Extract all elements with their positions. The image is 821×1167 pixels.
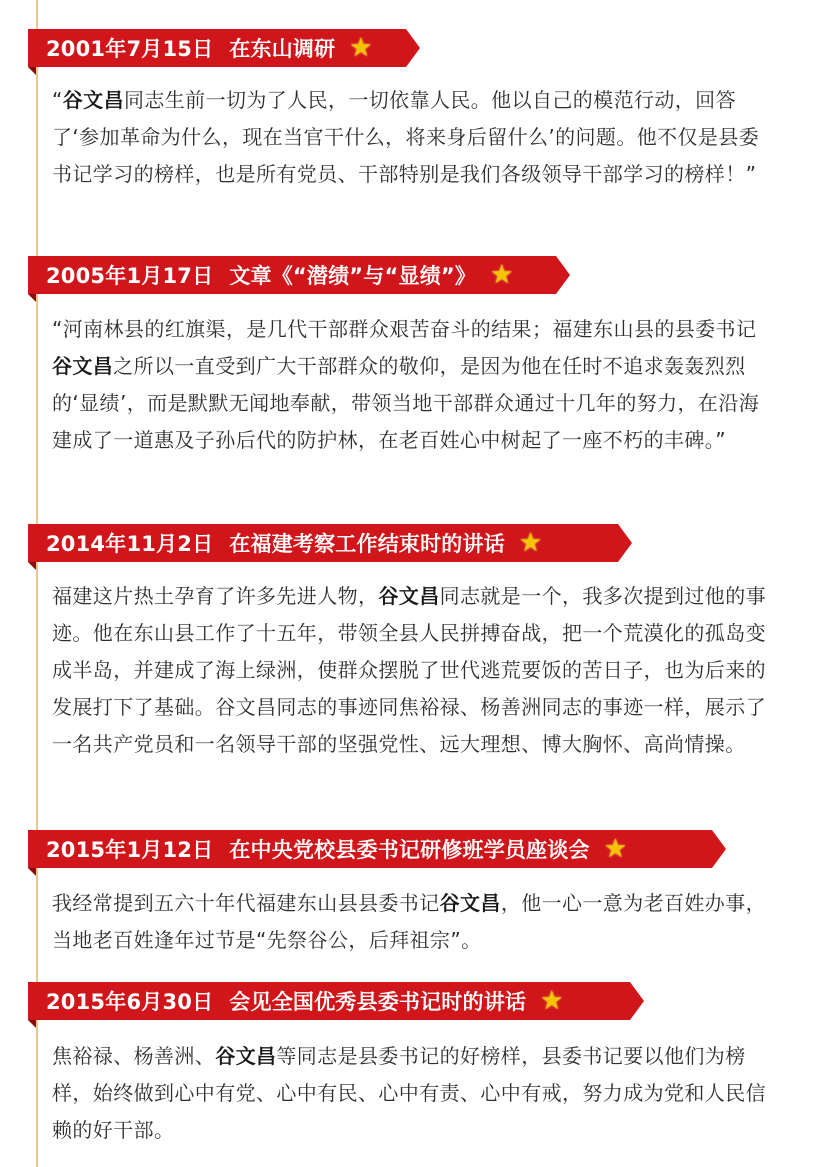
quote-paragraph: “谷文昌同志生前一切为了人民，一切依靠人民。他以自己的模范行动，回答了‘参加革命为什么，现在当官干什么，将来身后留什么’的问题。他不仅是县委书记学习的榜样，也是所有党员、干部特别是我们各级领导干部学习的榜样！” — [52, 88, 760, 186]
banner-fold — [28, 1020, 36, 1028]
banner-date: 2015年1月12日 — [46, 838, 214, 862]
banner-body — [28, 256, 556, 294]
banner-title: 在东山调研 — [229, 37, 336, 61]
banner-body — [28, 29, 406, 67]
banner-fold — [28, 67, 36, 75]
banner-title: 在中央党校县委书记研修班学员座谈会 — [229, 838, 590, 862]
banner-title: 会见全国优秀县委书记时的讲话 — [229, 990, 527, 1014]
banner-fold — [28, 868, 36, 876]
star-icon: ★ — [518, 528, 543, 558]
banner-fold — [28, 294, 36, 302]
banner-date: 2015年6月30日 — [46, 990, 214, 1014]
banner-date: 2005年1月17日 — [46, 264, 214, 288]
banner-title: 文章《“潜绩”与“显绩”》 — [229, 264, 477, 288]
banner-arrow-tip — [712, 830, 726, 868]
banner-date: 2014年11月2日 — [46, 532, 214, 556]
star-icon: ★ — [490, 260, 514, 290]
quote-paragraph: 我经常提到五六十年代福建东山县县委书记谷文昌，他一心一意为老百姓办事，当地老百姓逢年过节是“先祭谷公，后拜祖宗”。 — [52, 891, 767, 952]
banner-arrow-tip — [556, 256, 570, 294]
banner-body — [28, 524, 618, 562]
banner-arrow-tip — [630, 982, 644, 1020]
banner-arrow-tip — [618, 524, 632, 562]
star-icon: ★ — [540, 986, 564, 1016]
banner-title: 在福建考察工作结束时的讲话 — [229, 532, 505, 556]
banner-fold — [28, 562, 36, 570]
banner-body — [28, 982, 630, 1020]
star-icon: ★ — [349, 33, 373, 63]
quote-paragraph: 焦裕禄、杨善洲、谷文昌等同志是县委书记的好榜样，县委书记要以他们为榜样，始终做到心中有党、心中有民、心中有责、心中有戒，努力成为党和人民信赖的好干部。 — [52, 1044, 766, 1142]
banner-date: 2001年7月15日 — [46, 37, 214, 61]
quote-paragraph: 福建这片热土孕育了许多先进人物，谷文昌同志就是一个，我多次提到过他的事迹。他在东山县工作了十五年，带领全县人民拼搏奋战，把一个荒漠化的孤岛变成半岛，并建成了海上绿洲，使群众摆脱了世代逃荒要饭的苦日子，也为后来的发展打下了基础。谷文昌同志的事迹同焦裕禄、杨善洲同志的事迹一样，展示了一名共产党员和一名领导干部的坚强党性、远大理想、博大胸怀、高尚情操。 — [52, 584, 767, 756]
star-icon: ★ — [603, 834, 628, 864]
banner-body — [28, 830, 712, 868]
banner-arrow-tip — [406, 29, 420, 67]
quote-paragraph: “河南林县的红旗渠，是几代干部群众艰苦奋斗的结果；福建东山县的县委书记谷文昌之所以一直受到广大干部群众的敬仰，是因为他在任时不追求轰轰烈烈的‘显绩’，而是默默无闻地奉献，带领当地干部群众通过十几年的努力，在沿海建成了一道惠及子孙后代的防护林，在老百姓心中树起了一座不朽的丰碑。” — [52, 317, 760, 452]
